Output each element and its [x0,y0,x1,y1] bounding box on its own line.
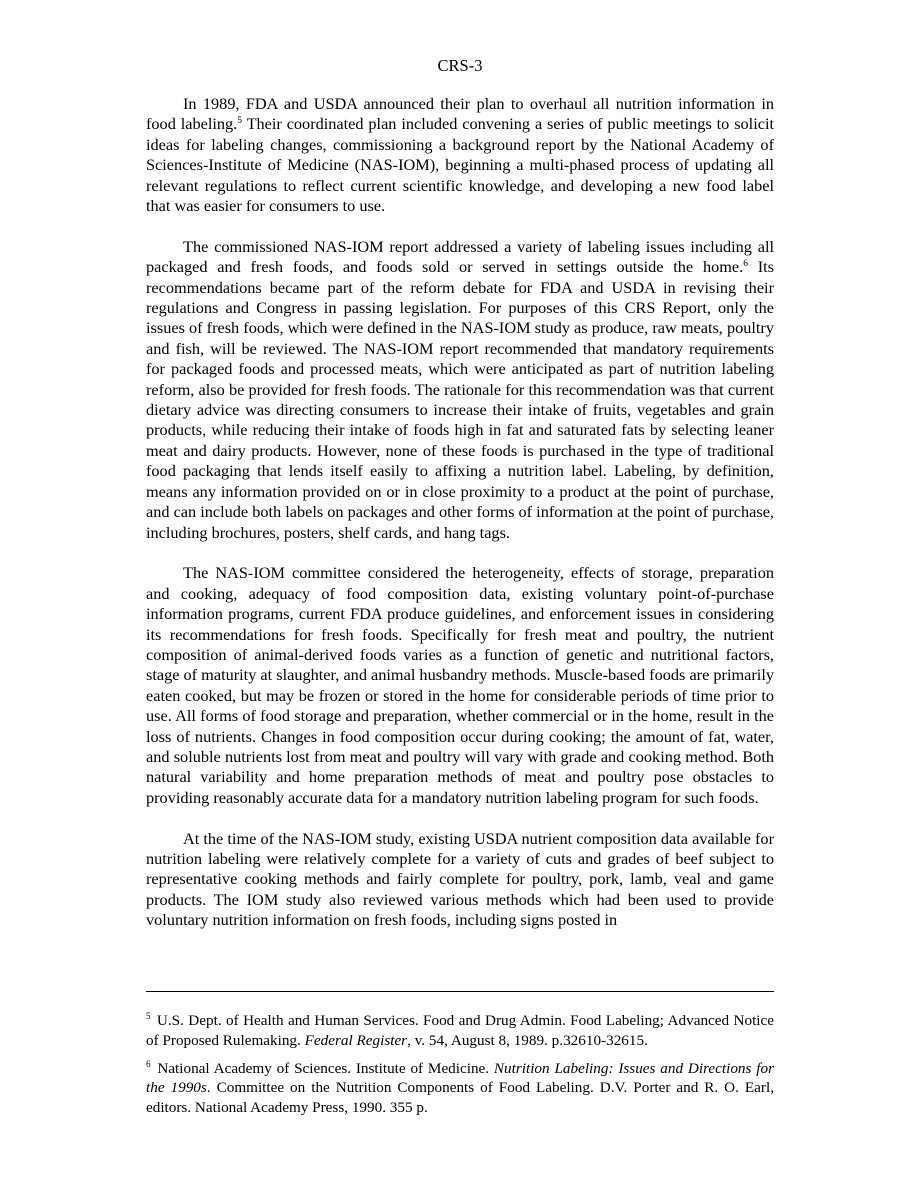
footnote-6-text-b: . Committee on the Nutrition Components of Food Labeling. D.V. Porter and R. O. Earl, editors. National Academy Press, 1990. 355 p. [146,1079,775,1117]
footnote-6-number: 6 [146,1058,151,1069]
footnote-6-text-a: National Academy of Sciences. Institute of Medicine. [152,1059,494,1077]
footnote-ref-6[interactable]: 6 [743,259,748,270]
footnote-5-italic: Federal Register [304,1031,408,1049]
body-text [146,94,774,931]
paragraph-1-text-a: In 1989, FDA and USDA announced their plan to overhaul all nutrition information in food labeling. [146,94,774,134]
paragraph-2-text-b: Its recommendations became part of the reform debate for FDA and USDA in revising their regulations and Congress in passing legislation. For purposes of this CRS Report, only the issues of fresh foods, which were defined in the NAS-IOM study as produce, raw meats, poultry and fish, will be reviewed. The NAS-IOM report recommended that mandatory requirements for packaged foods and processed meats, which were anticipated as part of nutrition labeling reform, also be provided for fresh foods. The rationale for this recommendation was that current dietary advice was directing consumers to increase their intake of fruits, vegetables and grain products, while reducing their intake of foods high in fat and saturated fats by selecting leaner meat and dairy products. However, none of these foods is purchased in the type of traditional food packaging that lends itself easily to affixing a nutrition label. Labeling, by definition, means any information provided on or in close proximity to a product at the point of purchase, and can include both labels on packages and other forms of information at the point of purchase, including brochures, posters, shelf cards, and hang tags. [146,257,774,542]
paragraph-2 [146,237,774,543]
footnote-divider [146,991,774,992]
footnote-6 [146,1059,774,1118]
footnote-5-text-b: , v. 54, August 8, 1989. p.32610-32615. [407,1031,648,1049]
footnote-5-number: 5 [146,1011,151,1021]
paragraph-2-text-a: The commissioned NAS-IOM report addressed a variety of labeling issues including all packaged and fresh foods, and foods sold or served in settings outside the home. [146,236,774,277]
paragraph-1 [146,94,774,216]
footnote-ref-5[interactable]: 5 [237,116,242,127]
paragraph-4: At the time of the NAS-IOM study, existing USDA nutrient composition data available for nutrition labeling were relatively complete for a variety of cuts and grades of beef subject to representative cooking methods and fairly complete for poultry, pork, lamb, veal and game products. The IOM study also reviewed various methods which had been used to provide voluntary nutrition information on fresh foods, including signs posted in [146,828,774,930]
footnote-5-text-a: U.S. Dept. of Health and Human Services. Food and Drug Admin. Food Labeling; Advanced Notice of Proposed Rulemaking. [146,1012,774,1049]
paragraph-1-text-b: Their coordinated plan included convening a series of public meetings to solicit ideas for labeling changes, commissioning a background report by the National Academy of Sciences-Institute of Medicine (NAS-IOM), beginning a multi-phased process of updating all relevant regulations to reflect current scientific knowledge, and developing a new food label that was easier for consumers to use. [146,114,774,216]
page-header: CRS-3 [437,56,483,75]
footnote-6-italic: Nutrition Labeling: Issues and Directions for the 1990s [146,1059,774,1097]
paragraph-3: The NAS-IOM committee considered the heterogeneity, effects of storage, preparation and cooking, adequacy of food composition data, existing voluntary point-of-purchase information programs, current FDA produce guidelines, and enforcement issues in considering its recommendations for fresh foods. Specifically for fresh meat and poultry, the nutrient composition of animal-derived foods varies as a function of genetic and nutritional factors, stage of maturity at slaughter, and animal husbandry methods. Muscle-based foods are primarily eaten cooked, but may be frozen or stored in the home for considerable periods of time prior to use. All forms of food storage and preparation, whether commercial or in the home, result in the loss of nutrients. Changes in food composition occur during cooking; the amount of fat, water, and soluble nutrients lost from meat and poultry will vary with grade and cooking method. Both natural variability and home preparation methods of meat and poultry pose obstacles to providing reasonably accurate data for a mandatory nutrition labeling program for such foods. [146,563,774,807]
footnotes [146,1011,774,1126]
footnote-5 [146,1011,774,1051]
